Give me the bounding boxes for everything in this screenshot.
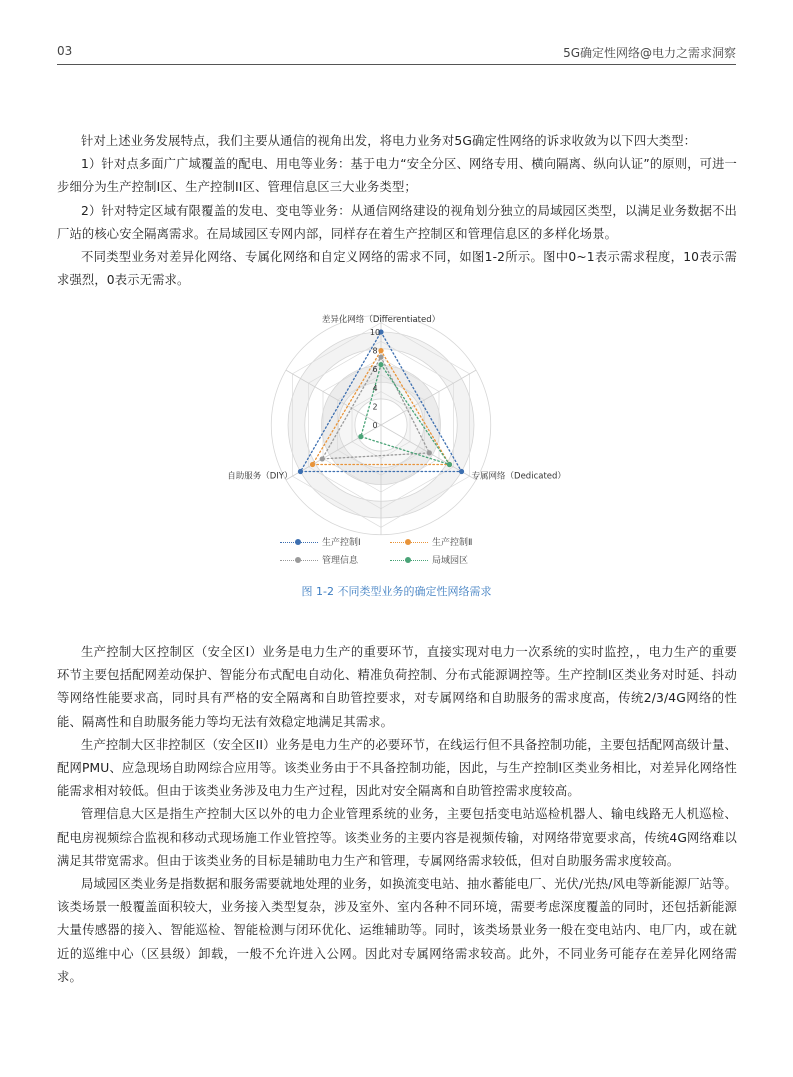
paragraph: 管理信息大区是指生产控制大区以外的电力企业管理系统的业务，主要包括变电站巡检机器人、输电线路无人机巡检、配电房视频综合监视和移动式现场施工作业管控等。该类业务的主要内容是视频传输，对网络带宽要求高，传统4G网络难以满足其带宽需求。但由于该类业务的目标是辅助电力生产和管理，专属网络需求较低，但对自助服务需求度较高。 xyxy=(57,807,737,868)
legend-item xyxy=(390,535,472,548)
figure-caption: 图 1-2 不同类型业务的确定性网络需求 xyxy=(301,585,492,598)
paragraph: 针对上述业务发展特点，我们主要从通信的视角出发，将电力业务对5G确定性网络的诉求收敛为以下四大类型： xyxy=(81,134,697,148)
series-point xyxy=(320,456,325,461)
paragraph: 生产控制大区控制区（安全区I）业务是电力生产的重要环节，直接实现对电力一次系统的实时监控，，电力生产的重要环节主要包括配网差动保护、智能分布式配电自动化、精准负荷控制、分布式能源调控等。生产控制I区类业务对时延、抖动等网络性能要求高，同时具有严格的安全隔离和自助管控要求，对专属网络和自助服务的需求度高，传统2/3/4G网络的性能、隔离性和自助服务能力等均无法有效稳定地满足其需求。 xyxy=(57,645,737,729)
legend-item xyxy=(280,553,358,566)
series-point xyxy=(427,450,432,455)
paragraph: 不同类型业务对差异化网络、专属化网络和自定义网络的需求不同，如图1-2所示。图中0~1表示需求程度，10表示需求强烈，0表示无需求。 xyxy=(57,250,737,288)
page-header xyxy=(57,40,736,65)
axis-label-differentiated: 差异化网络（Differentiated） xyxy=(321,315,441,325)
legend-item xyxy=(280,535,361,548)
tick-label: 10 xyxy=(369,328,381,337)
tick-label: 6 xyxy=(372,365,378,375)
series-point xyxy=(378,362,383,367)
running-title: 5G确定性网络@电力之需求洞察 xyxy=(563,46,736,60)
series-point xyxy=(378,355,383,360)
radar-chart xyxy=(220,308,580,568)
tick-label: 8 xyxy=(372,346,378,356)
paragraph: 局域园区类业务是指数据和服务需要就地处理的业务，如换流变电站、抽水蓄能电厂、光伏/光热/风电等新能源厂站等。该类场景一般覆盖面积较大，业务接入类型复杂，涉及室外、室内各种不同环境，需要考虑深度覆盖的同时，还包括新能源大量传感器的接入、智能巡检、智能检测与闭环优化、运维辅助等。同时，该类场景业务一般在变电站内、电厂内，或在就近的巡维中心（区县级）卸载，一般不允许进入公网。因此对专属网络需求较高。此外，不同业务可能存在差异化网络需求。 xyxy=(57,877,737,984)
series-point xyxy=(459,469,464,474)
legend-label: 生产控制Ⅱ xyxy=(432,538,473,548)
tick-label: 4 xyxy=(372,383,378,393)
tick-label: 2 xyxy=(372,402,378,412)
intro-section xyxy=(57,130,737,292)
series-point xyxy=(378,348,383,353)
paragraph: 2）针对特定区域有限覆盖的发电、变电等业务：从通信网络建设的视角划分独立的局域园区类型，以满足业务数据不出厂站的核心安全隔离需求。在局域园区专网内部，同样存在着生产控制区和管理信息区的多样化场景。 xyxy=(57,203,737,241)
axis-label-dedicated: 专属网络（Dedicated） xyxy=(471,471,566,482)
radar-chart-svg xyxy=(220,308,580,538)
legend-swatch xyxy=(390,556,428,564)
series-point xyxy=(298,469,303,474)
axis-label-diy: 自助服务（DIY） xyxy=(227,471,293,482)
analysis-section xyxy=(57,641,737,989)
legend-item xyxy=(390,553,468,566)
legend-swatch xyxy=(390,538,428,546)
series-point xyxy=(310,462,315,467)
series-point xyxy=(358,434,363,439)
paragraph: 1）针对点多面广广域覆盖的配电、用电等业务：基于电力“安全分区、网络专用、横向隔离、纵向认证”的原则，可进一步细分为生产控制I区、生产控制II区、管理信息区三大业务类型； xyxy=(57,157,737,195)
paragraph: 生产控制大区非控制区（安全区II）业务是电力生产的必要环节，在线运行但不具备控制功能，主要包括配网高级计量、配网PMU、应急现场自助网综合应用等。该类业务由于不具备控制功能，因此，与生产控制I区类业务相比，对差异化网络性能需求相对较低。但由于该类业务涉及电力生产过程，因此对安全隔离和自助管控需求度较高。 xyxy=(57,737,737,799)
series-point xyxy=(447,462,452,467)
tick-label: 0 xyxy=(372,421,378,430)
legend-swatch xyxy=(280,538,318,546)
legend-label: 管理信息 xyxy=(322,556,359,566)
legend-label: 生产控制Ⅰ xyxy=(322,538,361,548)
legend-swatch xyxy=(280,556,318,564)
page-number: 03 xyxy=(57,44,73,58)
legend-label: 局域园区 xyxy=(432,556,469,566)
